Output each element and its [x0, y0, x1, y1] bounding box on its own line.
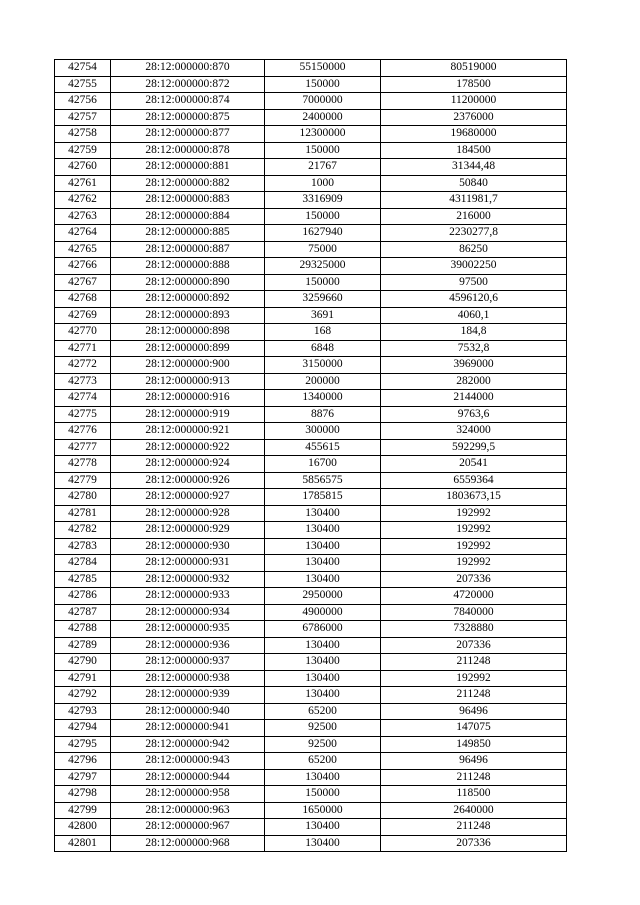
amount-cell: 192992: [381, 505, 567, 522]
table-row: [55, 126, 567, 143]
table-row: [55, 703, 567, 720]
value-cell: 150000: [265, 208, 381, 225]
cadastral-number-cell: 28:12:000000:938: [111, 670, 265, 687]
cadastral-number-cell: 28:12:000000:899: [111, 340, 265, 357]
row-number-cell: 42792: [55, 687, 111, 704]
row-number-cell: 42779: [55, 472, 111, 489]
amount-cell: 9763,6: [381, 406, 567, 423]
row-number-cell: 42775: [55, 406, 111, 423]
table-row: [55, 736, 567, 753]
row-number-cell: 42800: [55, 819, 111, 836]
value-cell: 5856575: [265, 472, 381, 489]
value-cell: 130400: [265, 769, 381, 786]
amount-cell: 211248: [381, 819, 567, 836]
value-cell: 150000: [265, 76, 381, 93]
amount-cell: 96496: [381, 753, 567, 770]
amount-cell: 192992: [381, 670, 567, 687]
row-number-cell: 42781: [55, 505, 111, 522]
cadastral-number-cell: 28:12:000000:890: [111, 274, 265, 291]
cadastral-number-cell: 28:12:000000:877: [111, 126, 265, 143]
value-cell: 12300000: [265, 126, 381, 143]
table-row: [55, 159, 567, 176]
row-number-cell: 42776: [55, 423, 111, 440]
amount-cell: 7840000: [381, 604, 567, 621]
table-row: [55, 802, 567, 819]
table-row: [55, 93, 567, 110]
cadastral-number-cell: 28:12:000000:913: [111, 373, 265, 390]
table-row: [55, 109, 567, 126]
row-number-cell: 42785: [55, 571, 111, 588]
value-cell: 200000: [265, 373, 381, 390]
row-number-cell: 42788: [55, 621, 111, 638]
row-number-cell: 42764: [55, 225, 111, 242]
row-number-cell: 42787: [55, 604, 111, 621]
cadastral-number-cell: 28:12:000000:958: [111, 786, 265, 803]
amount-cell: 184500: [381, 142, 567, 159]
row-number-cell: 42791: [55, 670, 111, 687]
cadastral-number-cell: 28:12:000000:931: [111, 555, 265, 572]
value-cell: 150000: [265, 786, 381, 803]
table-row: [55, 373, 567, 390]
table-row: [55, 505, 567, 522]
value-cell: 75000: [265, 241, 381, 258]
cadastral-number-cell: 28:12:000000:878: [111, 142, 265, 159]
row-number-cell: 42754: [55, 60, 111, 77]
value-cell: 1000: [265, 175, 381, 192]
value-cell: 29325000: [265, 258, 381, 275]
amount-cell: 192992: [381, 522, 567, 539]
table-row: [55, 588, 567, 605]
table-row: [55, 571, 567, 588]
value-cell: 130400: [265, 538, 381, 555]
amount-cell: 4596120,6: [381, 291, 567, 308]
cadastral-number-cell: 28:12:000000:921: [111, 423, 265, 440]
table-row: [55, 406, 567, 423]
amount-cell: 11200000: [381, 93, 567, 110]
row-number-cell: 42765: [55, 241, 111, 258]
amount-cell: 86250: [381, 241, 567, 258]
row-number-cell: 42789: [55, 637, 111, 654]
table-row: [55, 357, 567, 374]
cadastral-number-cell: 28:12:000000:919: [111, 406, 265, 423]
row-number-cell: 42761: [55, 175, 111, 192]
row-number-cell: 42774: [55, 390, 111, 407]
row-number-cell: 42801: [55, 835, 111, 852]
cadastral-number-cell: 28:12:000000:943: [111, 753, 265, 770]
value-cell: 55150000: [265, 60, 381, 77]
cadastral-number-cell: 28:12:000000:922: [111, 439, 265, 456]
value-cell: 1650000: [265, 802, 381, 819]
amount-cell: 39002250: [381, 258, 567, 275]
row-number-cell: 42786: [55, 588, 111, 605]
table-row: [55, 340, 567, 357]
amount-cell: 50840: [381, 175, 567, 192]
amount-cell: 207336: [381, 835, 567, 852]
value-cell: 130400: [265, 522, 381, 539]
amount-cell: 147075: [381, 720, 567, 737]
amount-cell: 184,8: [381, 324, 567, 341]
value-cell: 130400: [265, 505, 381, 522]
row-number-cell: 42783: [55, 538, 111, 555]
table-row: [55, 555, 567, 572]
table-row: [55, 175, 567, 192]
row-number-cell: 42784: [55, 555, 111, 572]
cadastral-number-cell: 28:12:000000:875: [111, 109, 265, 126]
table-row: [55, 786, 567, 803]
cadastral-number-cell: 28:12:000000:934: [111, 604, 265, 621]
row-number-cell: 42778: [55, 456, 111, 473]
row-number-cell: 42772: [55, 357, 111, 374]
value-cell: 65200: [265, 753, 381, 770]
table-row: [55, 225, 567, 242]
cadastral-number-cell: 28:12:000000:967: [111, 819, 265, 836]
table-row: [55, 670, 567, 687]
row-number-cell: 42762: [55, 192, 111, 209]
table-row: [55, 60, 567, 77]
table-row: [55, 753, 567, 770]
table-row: [55, 687, 567, 704]
cadastral-number-cell: 28:12:000000:916: [111, 390, 265, 407]
row-number-cell: 42794: [55, 720, 111, 737]
table-row: [55, 769, 567, 786]
amount-cell: 207336: [381, 571, 567, 588]
amount-cell: 7532,8: [381, 340, 567, 357]
amount-cell: 31344,48: [381, 159, 567, 176]
table-row: [55, 241, 567, 258]
value-cell: 130400: [265, 835, 381, 852]
value-cell: 6848: [265, 340, 381, 357]
table-row: [55, 472, 567, 489]
value-cell: 92500: [265, 736, 381, 753]
table-row: [55, 192, 567, 209]
amount-cell: 2144000: [381, 390, 567, 407]
value-cell: 4900000: [265, 604, 381, 621]
row-number-cell: 42795: [55, 736, 111, 753]
cadastral-number-cell: 28:12:000000:963: [111, 802, 265, 819]
amount-cell: 4060,1: [381, 307, 567, 324]
cadastral-number-cell: 28:12:000000:885: [111, 225, 265, 242]
value-cell: 16700: [265, 456, 381, 473]
table-row: [55, 637, 567, 654]
cadastral-number-cell: 28:12:000000:888: [111, 258, 265, 275]
value-cell: 130400: [265, 687, 381, 704]
row-number-cell: 42777: [55, 439, 111, 456]
cadastral-number-cell: 28:12:000000:941: [111, 720, 265, 737]
row-number-cell: 42770: [55, 324, 111, 341]
cadastral-number-cell: 28:12:000000:870: [111, 60, 265, 77]
amount-cell: 2640000: [381, 802, 567, 819]
row-number-cell: 42757: [55, 109, 111, 126]
cadastral-number-cell: 28:12:000000:936: [111, 637, 265, 654]
row-number-cell: 42782: [55, 522, 111, 539]
cadastral-number-cell: 28:12:000000:932: [111, 571, 265, 588]
row-number-cell: 42759: [55, 142, 111, 159]
table-row: [55, 423, 567, 440]
value-cell: 130400: [265, 555, 381, 572]
table-row: [55, 819, 567, 836]
row-number-cell: 42773: [55, 373, 111, 390]
row-number-cell: 42793: [55, 703, 111, 720]
table-row: [55, 291, 567, 308]
row-number-cell: 42771: [55, 340, 111, 357]
cadastral-number-cell: 28:12:000000:882: [111, 175, 265, 192]
table-row: [55, 208, 567, 225]
value-cell: 300000: [265, 423, 381, 440]
cadastral-number-cell: 28:12:000000:874: [111, 93, 265, 110]
cadastral-number-cell: 28:12:000000:937: [111, 654, 265, 671]
value-cell: 2400000: [265, 109, 381, 126]
row-number-cell: 42767: [55, 274, 111, 291]
table-row: [55, 621, 567, 638]
table-row: [55, 522, 567, 539]
table-row: [55, 142, 567, 159]
value-cell: 92500: [265, 720, 381, 737]
row-number-cell: 42780: [55, 489, 111, 506]
table-row: [55, 654, 567, 671]
cadastral-number-cell: 28:12:000000:872: [111, 76, 265, 93]
row-number-cell: 42797: [55, 769, 111, 786]
amount-cell: 2230277,8: [381, 225, 567, 242]
value-cell: 7000000: [265, 93, 381, 110]
cadastral-number-cell: 28:12:000000:892: [111, 291, 265, 308]
amount-cell: 6559364: [381, 472, 567, 489]
row-number-cell: 42760: [55, 159, 111, 176]
value-cell: 2950000: [265, 588, 381, 605]
cadastral-number-cell: 28:12:000000:940: [111, 703, 265, 720]
amount-cell: 324000: [381, 423, 567, 440]
value-cell: 130400: [265, 819, 381, 836]
cadastral-number-cell: 28:12:000000:942: [111, 736, 265, 753]
value-cell: 3691: [265, 307, 381, 324]
value-cell: 21767: [265, 159, 381, 176]
amount-cell: 3969000: [381, 357, 567, 374]
amount-cell: 7328880: [381, 621, 567, 638]
data-table: [54, 59, 567, 852]
row-number-cell: 42798: [55, 786, 111, 803]
amount-cell: 149850: [381, 736, 567, 753]
amount-cell: 19680000: [381, 126, 567, 143]
table-row: [55, 258, 567, 275]
amount-cell: 118500: [381, 786, 567, 803]
row-number-cell: 42758: [55, 126, 111, 143]
amount-cell: 192992: [381, 555, 567, 572]
table-row: [55, 439, 567, 456]
row-number-cell: 42756: [55, 93, 111, 110]
amount-cell: 96496: [381, 703, 567, 720]
amount-cell: 211248: [381, 687, 567, 704]
amount-cell: 216000: [381, 208, 567, 225]
row-number-cell: 42769: [55, 307, 111, 324]
row-number-cell: 42790: [55, 654, 111, 671]
cadastral-number-cell: 28:12:000000:898: [111, 324, 265, 341]
cadastral-number-cell: 28:12:000000:939: [111, 687, 265, 704]
table-row: [55, 604, 567, 621]
value-cell: 6786000: [265, 621, 381, 638]
value-cell: 130400: [265, 637, 381, 654]
value-cell: 65200: [265, 703, 381, 720]
table-row: [55, 538, 567, 555]
cadastral-number-cell: 28:12:000000:884: [111, 208, 265, 225]
cadastral-number-cell: 28:12:000000:928: [111, 505, 265, 522]
row-number-cell: 42766: [55, 258, 111, 275]
amount-cell: 211248: [381, 654, 567, 671]
value-cell: 130400: [265, 654, 381, 671]
cadastral-number-cell: 28:12:000000:893: [111, 307, 265, 324]
cadastral-number-cell: 28:12:000000:926: [111, 472, 265, 489]
amount-cell: 192992: [381, 538, 567, 555]
value-cell: 150000: [265, 274, 381, 291]
value-cell: 150000: [265, 142, 381, 159]
cadastral-number-cell: 28:12:000000:929: [111, 522, 265, 539]
row-number-cell: 42796: [55, 753, 111, 770]
row-number-cell: 42768: [55, 291, 111, 308]
value-cell: 3259660: [265, 291, 381, 308]
value-cell: 130400: [265, 571, 381, 588]
cadastral-number-cell: 28:12:000000:930: [111, 538, 265, 555]
value-cell: 1340000: [265, 390, 381, 407]
row-number-cell: 42763: [55, 208, 111, 225]
value-cell: 1627940: [265, 225, 381, 242]
cadastral-number-cell: 28:12:000000:927: [111, 489, 265, 506]
amount-cell: 4311981,7: [381, 192, 567, 209]
table-row: [55, 324, 567, 341]
table-row: [55, 307, 567, 324]
value-cell: 3150000: [265, 357, 381, 374]
amount-cell: 282000: [381, 373, 567, 390]
amount-cell: 592299,5: [381, 439, 567, 456]
table-row: [55, 274, 567, 291]
table-row: [55, 835, 567, 852]
amount-cell: 4720000: [381, 588, 567, 605]
amount-cell: 97500: [381, 274, 567, 291]
amount-cell: 2376000: [381, 109, 567, 126]
table-row: [55, 720, 567, 737]
value-cell: 1785815: [265, 489, 381, 506]
table-row: [55, 489, 567, 506]
amount-cell: 178500: [381, 76, 567, 93]
cadastral-number-cell: 28:12:000000:944: [111, 769, 265, 786]
table-row: [55, 76, 567, 93]
cadastral-number-cell: 28:12:000000:968: [111, 835, 265, 852]
row-number-cell: 42799: [55, 802, 111, 819]
value-cell: 168: [265, 324, 381, 341]
value-cell: 3316909: [265, 192, 381, 209]
table-row: [55, 456, 567, 473]
cadastral-number-cell: 28:12:000000:935: [111, 621, 265, 638]
amount-cell: 20541: [381, 456, 567, 473]
cadastral-number-cell: 28:12:000000:933: [111, 588, 265, 605]
cadastral-number-cell: 28:12:000000:881: [111, 159, 265, 176]
value-cell: 130400: [265, 670, 381, 687]
cadastral-number-cell: 28:12:000000:883: [111, 192, 265, 209]
row-number-cell: 42755: [55, 76, 111, 93]
amount-cell: 80519000: [381, 60, 567, 77]
cadastral-number-cell: 28:12:000000:924: [111, 456, 265, 473]
cadastral-number-cell: 28:12:000000:900: [111, 357, 265, 374]
amount-cell: 207336: [381, 637, 567, 654]
value-cell: 8876: [265, 406, 381, 423]
cadastral-number-cell: 28:12:000000:887: [111, 241, 265, 258]
value-cell: 455615: [265, 439, 381, 456]
amount-cell: 211248: [381, 769, 567, 786]
table-row: [55, 390, 567, 407]
amount-cell: 1803673,15: [381, 489, 567, 506]
table-body: [55, 60, 567, 852]
